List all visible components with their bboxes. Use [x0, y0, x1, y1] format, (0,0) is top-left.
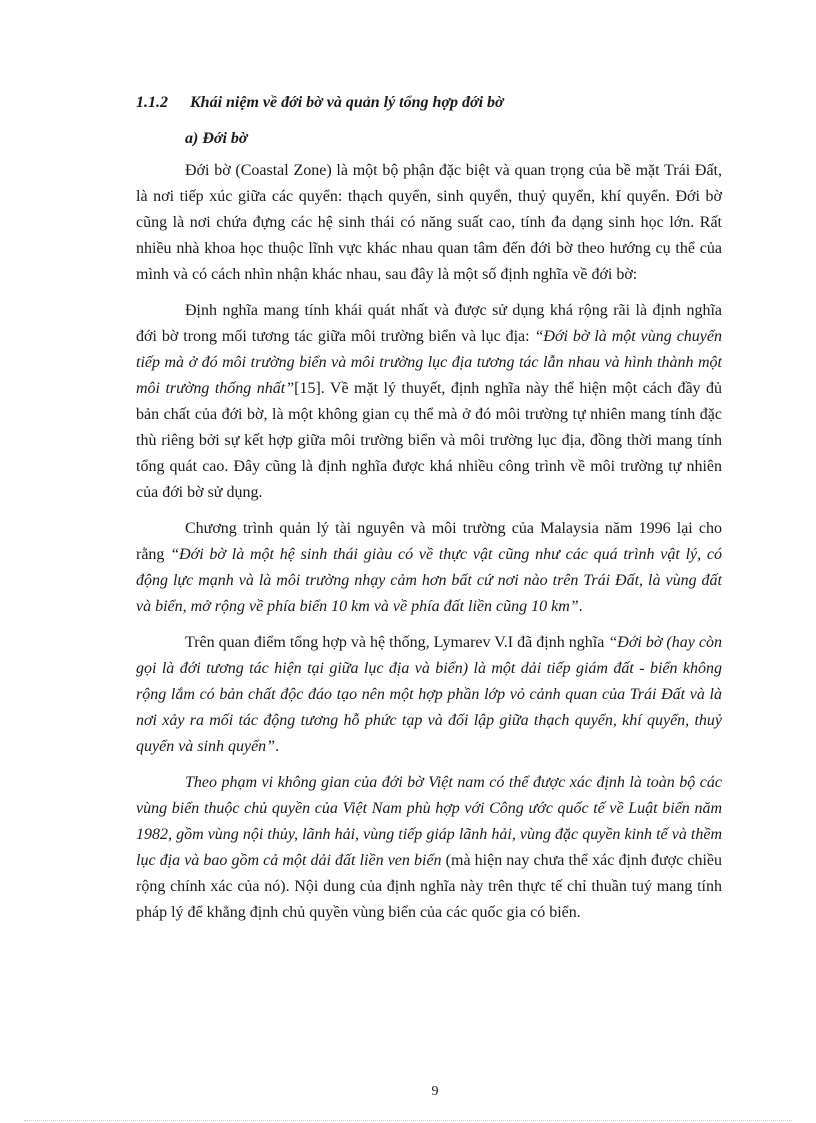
italic-quote: “Đới bờ (hay còn gọi là đới tương tác hiện tại giữa lục địa và biển) là một dải tiếp giám đất - biển không rộng lắm có bản chất độc đáo tạo nên một hợp phần lớp vỏ cảnh quan của Trái Đất và là nơi xảy ra mối tác động tương hỗ phức tạp và đối lập giữa thạch quyển, khí quyển, thuỷ quyển và sinh quyển” [136, 634, 722, 755]
italic-quote: Theo phạm vi không gian của đới bờ Việt nam có thể được xác định là toàn bộ các vùng biển thuộc chủ quyền của Việt Nam phù hợp với Công ước quốc tế về Luật biển năm 1982, gồm vùng nội thủy, lãnh hải, vùng tiếp giáp lãnh hải, vùng đặc quyền kinh tế và thềm lục địa và bao gồm cả một dải đất liền ven biển [136, 774, 722, 869]
italic-quote: “Đới bờ là một vùng chuyển tiếp mà ở đó môi trường biển và môi trường lục địa tương tác lẫn nhau và hình thành một môi trường thống nhất” [136, 328, 722, 397]
paragraph-text: (mà hiện nay chưa thể xác định được chiều rộng chính xác của nó). Nội dung của định nghĩa này trên thực tế chỉ thuần tuý mang tính pháp lý để khẳng định chủ quyền vùng biển của các quốc gia có biển. [136, 852, 722, 921]
subsection-heading: a) Đới bờ [185, 130, 248, 147]
paragraph-text: Trên quan điểm tổng hợp và hệ thống, Lymarev V.I đã định nghĩa [185, 634, 609, 651]
page-number: 9 [431, 1084, 439, 1099]
paragraph [136, 770, 722, 926]
paragraph [136, 298, 722, 506]
paragraph [136, 516, 722, 620]
paragraph-text: . [275, 738, 280, 755]
paragraph-text: Chương trình quản lý tài nguyên và môi trường của Malaysia năm 1996 lại cho rằng [136, 520, 722, 563]
paragraph [136, 158, 722, 288]
page-bottom-rule [24, 1120, 792, 1121]
italic-quote: “Đới bờ là một hệ sinh thái giàu có về thực vật cũng như các quá trình vật lý, có động lực mạnh và là môi trường nhạy cảm hơn bất cứ nơi nào trên Trái Đất, là vùng đất và biển, mở rộng về phía biển 10 km và về phía đất liền cũng 10 km” [136, 546, 723, 615]
body-text [136, 158, 722, 936]
paragraph-text: Định nghĩa mang tính khái quát nhất và được sử dụng khá rộng rãi là định nghĩa đới bờ trong mối tương tác giữa môi trường biển và lục địa: [136, 302, 722, 345]
paragraph-text: Đới bờ (Coastal Zone) là một bộ phận đặc biệt và quan trọng của bề mặt Trái Đất, là nơi tiếp xúc giữa các quyển: thạch quyển, sinh quyển, thuỷ quyển, khí quyển. Đới bờ cũng là nơi chứa đựng các hệ sinh thái có năng suất cao, tính đa dạng sinh học lớn. Rất nhiều nhà khoa học thuộc lĩnh vực khác nhau quan tâm đến đới bờ theo hướng cụ thể của mình và có cách nhìn nhận khác nhau, sau đây là một số định nghĩa về đới bờ: [136, 162, 722, 283]
paragraph [136, 630, 722, 760]
paragraph-text: . [578, 598, 583, 615]
section-title: Khái niệm về đới bờ và quản lý tổng hợp đới bờ [190, 94, 504, 111]
section-heading [136, 94, 504, 112]
section-number: 1.1.2 [136, 94, 168, 111]
paragraph-text: [15]. Về mặt lý thuyết, định nghĩa này thể hiện một cách đầy đủ bản chất của đới bờ, là một không gian cụ thể mà ở đó môi trường tự nhiên mang tính đặc thù riêng bởi sự kết hợp giữa môi trường biển và môi trường lục địa, đồng thời mang tính tổng quát cao. Đây cũng là định nghĩa được khá nhiều công trình về môi trường tự nhiên của đới bờ sử dụng. [136, 380, 723, 501]
